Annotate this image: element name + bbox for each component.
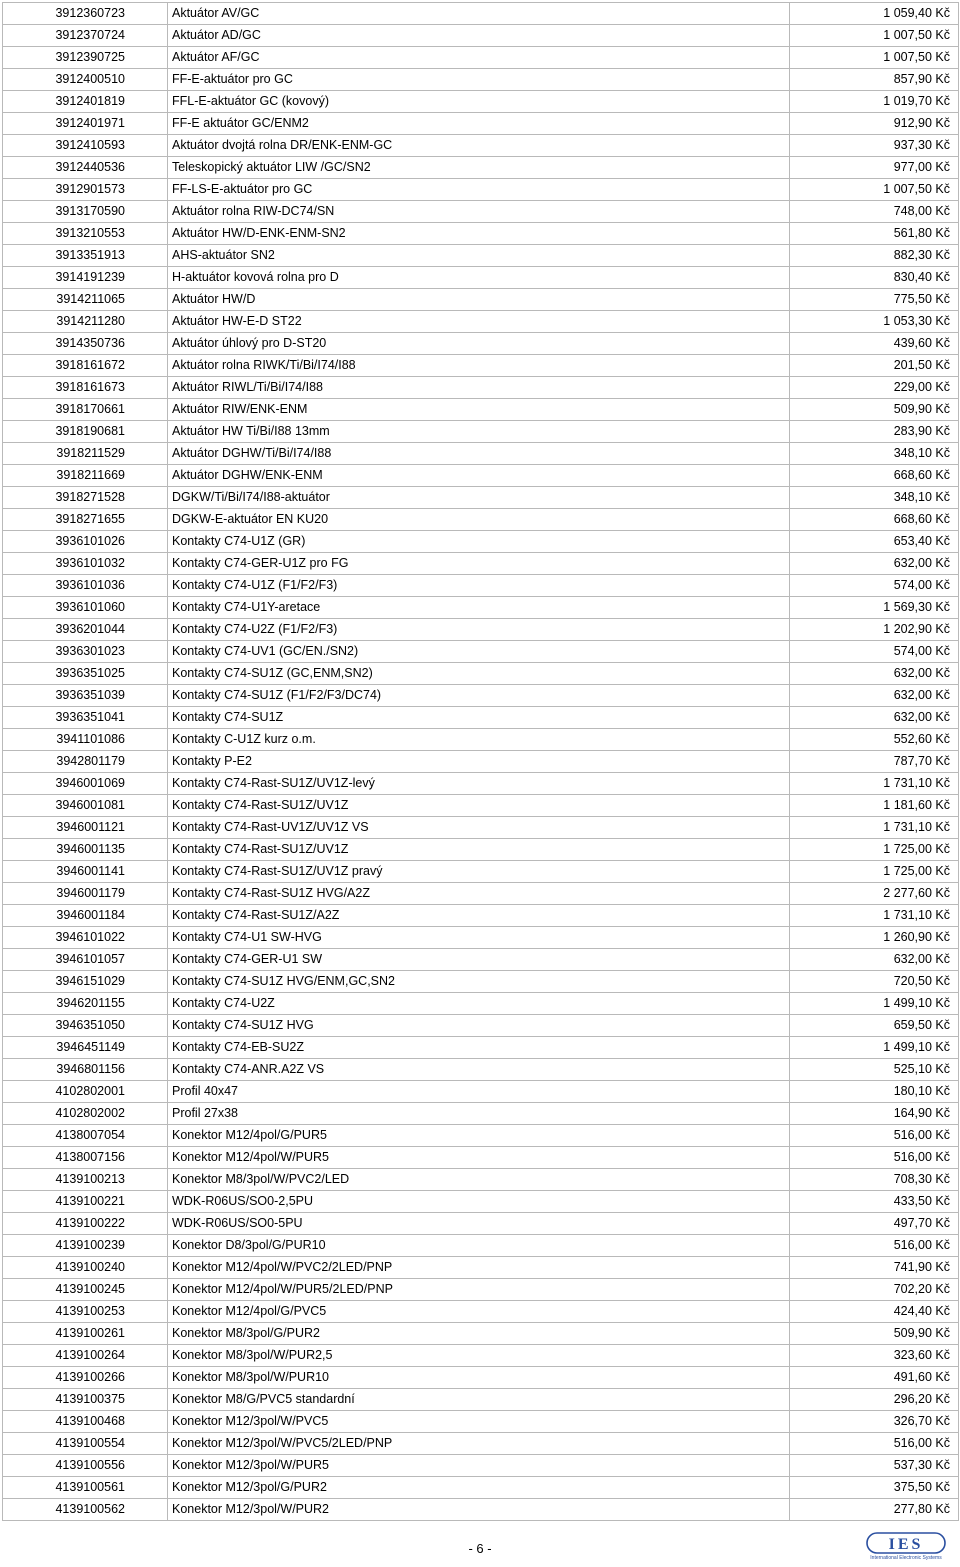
- code-cell: 3912401819: [3, 91, 168, 113]
- price-cell: 787,70 Kč: [790, 751, 959, 773]
- table-row: [3, 729, 959, 751]
- price-cell: 229,00 Kč: [790, 377, 959, 399]
- page-number: - 6 -: [468, 1541, 492, 1556]
- table-row: [3, 1103, 959, 1125]
- name-cell: Kontakty C74-SU1Z: [168, 707, 790, 729]
- price-cell: 857,90 Kč: [790, 69, 959, 91]
- name-cell: Konektor M8/3pol/G/PUR2: [168, 1323, 790, 1345]
- table-row: [3, 1499, 959, 1521]
- price-cell: 632,00 Kč: [790, 707, 959, 729]
- code-cell: 3946001135: [3, 839, 168, 861]
- code-cell: 3912370724: [3, 25, 168, 47]
- name-cell: Aktuátor DGHW/ENK-ENM: [168, 465, 790, 487]
- name-cell: Aktuátor AV/GC: [168, 3, 790, 25]
- price-cell: 509,90 Kč: [790, 399, 959, 421]
- code-cell: 3946001069: [3, 773, 168, 795]
- name-cell: DGKW/Ti/Bi/I74/I88-aktuátor: [168, 487, 790, 509]
- price-cell: 439,60 Kč: [790, 333, 959, 355]
- table-row: [3, 949, 959, 971]
- code-cell: 4139100245: [3, 1279, 168, 1301]
- code-cell: 4139100562: [3, 1499, 168, 1521]
- price-cell: 1 569,30 Kč: [790, 597, 959, 619]
- price-cell: 537,30 Kč: [790, 1455, 959, 1477]
- name-cell: FF-E-aktuátor pro GC: [168, 69, 790, 91]
- svg-text:International Electronic Syste: International Electronic Systems: [870, 1555, 942, 1560]
- price-cell: 702,20 Kč: [790, 1279, 959, 1301]
- code-cell: 3913170590: [3, 201, 168, 223]
- name-cell: Kontakty C74-U1Z (GR): [168, 531, 790, 553]
- code-cell: 3912901573: [3, 179, 168, 201]
- name-cell: Aktuátor úhlový pro D-ST20: [168, 333, 790, 355]
- table-row: [3, 1125, 959, 1147]
- name-cell: Kontakty C74-SU1Z (GC,ENM,SN2): [168, 663, 790, 685]
- table-row: [3, 1323, 959, 1345]
- code-cell: 4138007054: [3, 1125, 168, 1147]
- name-cell: Kontakty C74-U2Z (F1/F2/F3): [168, 619, 790, 641]
- table-row: [3, 1257, 959, 1279]
- price-cell: 1 019,70 Kč: [790, 91, 959, 113]
- table-row: [3, 619, 959, 641]
- code-cell: 3946101022: [3, 927, 168, 949]
- name-cell: Kontakty C74-Rast-SU1Z/A2Z: [168, 905, 790, 927]
- code-cell: 3912390725: [3, 47, 168, 69]
- name-cell: Aktuátor DGHW/Ti/Bi/I74/I88: [168, 443, 790, 465]
- price-cell: 348,10 Kč: [790, 487, 959, 509]
- name-cell: DGKW-E-aktuátor EN KU20: [168, 509, 790, 531]
- name-cell: Kontakty C74-SU1Z HVG: [168, 1015, 790, 1037]
- code-cell: 4139100253: [3, 1301, 168, 1323]
- table-row: [3, 1433, 959, 1455]
- code-cell: 3942801179: [3, 751, 168, 773]
- table-row: [3, 1015, 959, 1037]
- price-cell: 748,00 Kč: [790, 201, 959, 223]
- price-cell: 1 059,40 Kč: [790, 3, 959, 25]
- table-row: [3, 1059, 959, 1081]
- name-cell: WDK-R06US/SO0-2,5PU: [168, 1191, 790, 1213]
- table-row: [3, 597, 959, 619]
- table-row: [3, 465, 959, 487]
- name-cell: Kontakty C74-UV1 (GC/EN./SN2): [168, 641, 790, 663]
- name-cell: Profil 27x38: [168, 1103, 790, 1125]
- price-cell: 668,60 Kč: [790, 509, 959, 531]
- code-cell: 3918190681: [3, 421, 168, 443]
- name-cell: Aktuátor rolna RIWK/Ti/Bi/I74/I88: [168, 355, 790, 377]
- name-cell: Profil 40x47: [168, 1081, 790, 1103]
- table-row: [3, 333, 959, 355]
- code-cell: 3936351025: [3, 663, 168, 685]
- price-cell: 516,00 Kč: [790, 1125, 959, 1147]
- price-cell: 296,20 Kč: [790, 1389, 959, 1411]
- name-cell: Teleskopický aktuátor LIW /GC/SN2: [168, 157, 790, 179]
- name-cell: Aktuátor RIWL/Ti/Bi/I74/I88: [168, 377, 790, 399]
- table-row: [3, 47, 959, 69]
- table-row: [3, 971, 959, 993]
- name-cell: Konektor D8/3pol/G/PUR10: [168, 1235, 790, 1257]
- code-cell: 3946001184: [3, 905, 168, 927]
- name-cell: H-aktuátor kovová rolna pro D: [168, 267, 790, 289]
- price-cell: 1 260,90 Kč: [790, 927, 959, 949]
- price-cell: 2 277,60 Kč: [790, 883, 959, 905]
- code-cell: 3914211280: [3, 311, 168, 333]
- code-cell: 3946801156: [3, 1059, 168, 1081]
- code-cell: 4139100375: [3, 1389, 168, 1411]
- table-row: [3, 223, 959, 245]
- table-row: [3, 993, 959, 1015]
- table-row: [3, 773, 959, 795]
- table-row: [3, 817, 959, 839]
- code-cell: 3913210553: [3, 223, 168, 245]
- table-row: [3, 1147, 959, 1169]
- price-cell: 277,80 Kč: [790, 1499, 959, 1521]
- table-row: [3, 377, 959, 399]
- code-cell: 3912400510: [3, 69, 168, 91]
- table-row: [3, 509, 959, 531]
- code-cell: 4139100556: [3, 1455, 168, 1477]
- price-cell: 741,90 Kč: [790, 1257, 959, 1279]
- name-cell: Konektor M12/4pol/G/PVC5: [168, 1301, 790, 1323]
- table-row: [3, 1301, 959, 1323]
- table-row: [3, 157, 959, 179]
- price-cell: 937,30 Kč: [790, 135, 959, 157]
- name-cell: AHS-aktuátor SN2: [168, 245, 790, 267]
- price-cell: 424,40 Kč: [790, 1301, 959, 1323]
- name-cell: Aktuátor RIW/ENK-ENM: [168, 399, 790, 421]
- name-cell: Kontakty C74-Rast-SU1Z/UV1Z pravý: [168, 861, 790, 883]
- price-cell: 1 731,10 Kč: [790, 905, 959, 927]
- table-row: [3, 1037, 959, 1059]
- price-cell: 497,70 Kč: [790, 1213, 959, 1235]
- code-cell: 3946101057: [3, 949, 168, 971]
- table-row: [3, 927, 959, 949]
- code-cell: 3918211669: [3, 465, 168, 487]
- code-cell: 4139100222: [3, 1213, 168, 1235]
- code-cell: 3946001081: [3, 795, 168, 817]
- name-cell: Kontakty C74-Rast-SU1Z/UV1Z-levý: [168, 773, 790, 795]
- name-cell: Aktuátor rolna RIW-DC74/SN: [168, 201, 790, 223]
- price-cell: 1 731,10 Kč: [790, 817, 959, 839]
- code-cell: 4139100239: [3, 1235, 168, 1257]
- code-cell: 3918161672: [3, 355, 168, 377]
- code-cell: 4139100221: [3, 1191, 168, 1213]
- price-cell: 516,00 Kč: [790, 1147, 959, 1169]
- table-row: [3, 707, 959, 729]
- name-cell: Kontakty C74-Rast-SU1Z/UV1Z: [168, 795, 790, 817]
- code-cell: 3918271655: [3, 509, 168, 531]
- code-cell: 4139100213: [3, 1169, 168, 1191]
- table-row: [3, 1367, 959, 1389]
- table-row: [3, 883, 959, 905]
- price-cell: 912,90 Kč: [790, 113, 959, 135]
- name-cell: Konektor M12/3pol/W/PVC5/2LED/PNP: [168, 1433, 790, 1455]
- table-row: [3, 399, 959, 421]
- price-cell: 348,10 Kč: [790, 443, 959, 465]
- price-cell: 201,50 Kč: [790, 355, 959, 377]
- table-row: [3, 553, 959, 575]
- price-cell: 323,60 Kč: [790, 1345, 959, 1367]
- table-row: [3, 663, 959, 685]
- name-cell: Kontakty C74-U1 SW-HVG: [168, 927, 790, 949]
- name-cell: Aktuátor dvojtá rolna DR/ENK-ENM-GC: [168, 135, 790, 157]
- name-cell: Konektor M12/4pol/W/PUR5: [168, 1147, 790, 1169]
- price-cell: 1 007,50 Kč: [790, 47, 959, 69]
- name-cell: Aktuátor AF/GC: [168, 47, 790, 69]
- name-cell: Konektor M12/3pol/W/PVC5: [168, 1411, 790, 1433]
- code-cell: 4102802002: [3, 1103, 168, 1125]
- name-cell: Konektor M12/3pol/W/PUR5: [168, 1455, 790, 1477]
- code-cell: 4139100240: [3, 1257, 168, 1279]
- code-cell: 3936201044: [3, 619, 168, 641]
- price-table: [2, 2, 959, 1521]
- name-cell: Konektor M12/4pol/G/PUR5: [168, 1125, 790, 1147]
- price-cell: 632,00 Kč: [790, 663, 959, 685]
- table-row: [3, 1455, 959, 1477]
- table-row: [3, 751, 959, 773]
- price-cell: 375,50 Kč: [790, 1477, 959, 1499]
- name-cell: Konektor M8/G/PVC5 standardní: [168, 1389, 790, 1411]
- name-cell: Konektor M12/4pol/W/PUR5/2LED/PNP: [168, 1279, 790, 1301]
- price-cell: 1 007,50 Kč: [790, 179, 959, 201]
- name-cell: Kontakty C74-U1Z (F1/F2/F3): [168, 575, 790, 597]
- code-cell: 3918271528: [3, 487, 168, 509]
- table-row: [3, 201, 959, 223]
- name-cell: Kontakty C74-SU1Z HVG/ENM,GC,SN2: [168, 971, 790, 993]
- price-cell: 552,60 Kč: [790, 729, 959, 751]
- table-row: [3, 267, 959, 289]
- price-cell: 561,80 Kč: [790, 223, 959, 245]
- price-cell: 882,30 Kč: [790, 245, 959, 267]
- price-cell: 1 731,10 Kč: [790, 773, 959, 795]
- name-cell: Konektor M8/3pol/W/PVC2/LED: [168, 1169, 790, 1191]
- code-cell: 3946151029: [3, 971, 168, 993]
- price-cell: 574,00 Kč: [790, 575, 959, 597]
- price-cell: 516,00 Kč: [790, 1235, 959, 1257]
- name-cell: Kontakty C74-SU1Z (F1/F2/F3/DC74): [168, 685, 790, 707]
- table-row: [3, 179, 959, 201]
- table-row: [3, 25, 959, 47]
- code-cell: 4139100561: [3, 1477, 168, 1499]
- table-row: [3, 1081, 959, 1103]
- price-cell: 1 725,00 Kč: [790, 839, 959, 861]
- table-row: [3, 531, 959, 553]
- table-row: [3, 289, 959, 311]
- price-cell: 491,60 Kč: [790, 1367, 959, 1389]
- table-row: [3, 135, 959, 157]
- name-cell: Kontakty C74-Rast-SU1Z HVG/A2Z: [168, 883, 790, 905]
- code-cell: 4102802001: [3, 1081, 168, 1103]
- price-table-body: [3, 3, 959, 1521]
- name-cell: Kontakty C74-Rast-SU1Z/UV1Z: [168, 839, 790, 861]
- name-cell: Kontakty C74-ANR.A2Z VS: [168, 1059, 790, 1081]
- table-row: [3, 3, 959, 25]
- code-cell: 3946451149: [3, 1037, 168, 1059]
- code-cell: 3918161673: [3, 377, 168, 399]
- name-cell: Aktuátor HW/D: [168, 289, 790, 311]
- code-cell: 4138007156: [3, 1147, 168, 1169]
- table-row: [3, 487, 959, 509]
- table-row: [3, 1389, 959, 1411]
- table-row: [3, 861, 959, 883]
- table-row: [3, 575, 959, 597]
- price-cell: 180,10 Kč: [790, 1081, 959, 1103]
- name-cell: Kontakty C74-Rast-UV1Z/UV1Z VS: [168, 817, 790, 839]
- name-cell: Kontakty C74-EB-SU2Z: [168, 1037, 790, 1059]
- name-cell: Kontakty C-U1Z kurz o.m.: [168, 729, 790, 751]
- price-cell: 1 181,60 Kč: [790, 795, 959, 817]
- price-cell: 668,60 Kč: [790, 465, 959, 487]
- price-cell: 708,30 Kč: [790, 1169, 959, 1191]
- code-cell: 3912440536: [3, 157, 168, 179]
- table-row: [3, 1169, 959, 1191]
- table-row: [3, 355, 959, 377]
- name-cell: Kontakty C74-U2Z: [168, 993, 790, 1015]
- name-cell: Kontakty C74-GER-U1 SW: [168, 949, 790, 971]
- company-logo: [866, 1532, 946, 1560]
- code-cell: 3946351050: [3, 1015, 168, 1037]
- name-cell: WDK-R06US/SO0-5PU: [168, 1213, 790, 1235]
- code-cell: 3914191239: [3, 267, 168, 289]
- name-cell: Konektor M8/3pol/W/PUR10: [168, 1367, 790, 1389]
- price-cell: 525,10 Kč: [790, 1059, 959, 1081]
- table-row: [3, 641, 959, 663]
- code-cell: 3936101026: [3, 531, 168, 553]
- price-cell: 516,00 Kč: [790, 1433, 959, 1455]
- table-row: [3, 839, 959, 861]
- table-row: [3, 1345, 959, 1367]
- price-cell: 433,50 Kč: [790, 1191, 959, 1213]
- price-cell: 1 499,10 Kč: [790, 993, 959, 1015]
- table-row: [3, 685, 959, 707]
- name-cell: Kontakty C74-U1Y-aretace: [168, 597, 790, 619]
- table-row: [3, 905, 959, 927]
- code-cell: 3936351041: [3, 707, 168, 729]
- svg-text:IES: IES: [888, 1536, 924, 1553]
- name-cell: Konektor M12/3pol/G/PUR2: [168, 1477, 790, 1499]
- table-row: [3, 421, 959, 443]
- code-cell: 3912410593: [3, 135, 168, 157]
- price-cell: 830,40 Kč: [790, 267, 959, 289]
- table-row: [3, 113, 959, 135]
- code-cell: 3912401971: [3, 113, 168, 135]
- table-row: [3, 1235, 959, 1257]
- code-cell: 3918211529: [3, 443, 168, 465]
- table-row: [3, 69, 959, 91]
- price-cell: 574,00 Kč: [790, 641, 959, 663]
- code-cell: 3912360723: [3, 3, 168, 25]
- code-cell: 3913351913: [3, 245, 168, 267]
- price-cell: 326,70 Kč: [790, 1411, 959, 1433]
- code-cell: 4139100468: [3, 1411, 168, 1433]
- price-cell: 632,00 Kč: [790, 685, 959, 707]
- name-cell: Konektor M8/3pol/W/PUR2,5: [168, 1345, 790, 1367]
- table-row: [3, 311, 959, 333]
- name-cell: Konektor M12/4pol/W/PVC2/2LED/PNP: [168, 1257, 790, 1279]
- code-cell: 3936351039: [3, 685, 168, 707]
- code-cell: 3914350736: [3, 333, 168, 355]
- table-row: [3, 91, 959, 113]
- price-cell: 1 053,30 Kč: [790, 311, 959, 333]
- code-cell: 3914211065: [3, 289, 168, 311]
- table-row: [3, 1191, 959, 1213]
- code-cell: 3936101032: [3, 553, 168, 575]
- table-row: [3, 1477, 959, 1499]
- name-cell: FF-E aktuátor GC/ENM2: [168, 113, 790, 135]
- code-cell: 4139100261: [3, 1323, 168, 1345]
- code-cell: 3936101060: [3, 597, 168, 619]
- table-row: [3, 1213, 959, 1235]
- code-cell: 3946201155: [3, 993, 168, 1015]
- price-cell: 632,00 Kč: [790, 949, 959, 971]
- name-cell: FF-LS-E-aktuátor pro GC: [168, 179, 790, 201]
- code-cell: 3918170661: [3, 399, 168, 421]
- name-cell: Kontakty C74-GER-U1Z pro FG: [168, 553, 790, 575]
- code-cell: 3936101036: [3, 575, 168, 597]
- price-cell: 1 202,90 Kč: [790, 619, 959, 641]
- code-cell: 4139100264: [3, 1345, 168, 1367]
- price-cell: 1 725,00 Kč: [790, 861, 959, 883]
- price-cell: 632,00 Kč: [790, 553, 959, 575]
- price-cell: 509,90 Kč: [790, 1323, 959, 1345]
- table-row: [3, 443, 959, 465]
- code-cell: 3941101086: [3, 729, 168, 751]
- price-cell: 775,50 Kč: [790, 289, 959, 311]
- table-row: [3, 795, 959, 817]
- table-row: [3, 1411, 959, 1433]
- code-cell: 3946001141: [3, 861, 168, 883]
- name-cell: Aktuátor AD/GC: [168, 25, 790, 47]
- code-cell: 4139100266: [3, 1367, 168, 1389]
- name-cell: Aktuátor HW/D-ENK-ENM-SN2: [168, 223, 790, 245]
- name-cell: Aktuátor HW Ti/Bi/I88 13mm: [168, 421, 790, 443]
- name-cell: FFL-E-aktuátor GC (kovový): [168, 91, 790, 113]
- price-cell: 659,50 Kč: [790, 1015, 959, 1037]
- code-cell: 3946001121: [3, 817, 168, 839]
- price-cell: 1 007,50 Kč: [790, 25, 959, 47]
- price-cell: 653,40 Kč: [790, 531, 959, 553]
- price-cell: 1 499,10 Kč: [790, 1037, 959, 1059]
- price-cell: 977,00 Kč: [790, 157, 959, 179]
- table-row: [3, 1279, 959, 1301]
- name-cell: Aktuátor HW-E-D ST22: [168, 311, 790, 333]
- price-cell: 283,90 Kč: [790, 421, 959, 443]
- table-row: [3, 245, 959, 267]
- code-cell: 3946001179: [3, 883, 168, 905]
- price-cell: 720,50 Kč: [790, 971, 959, 993]
- code-cell: 3936301023: [3, 641, 168, 663]
- name-cell: Kontakty P-E2: [168, 751, 790, 773]
- code-cell: 4139100554: [3, 1433, 168, 1455]
- price-cell: 164,90 Kč: [790, 1103, 959, 1125]
- name-cell: Konektor M12/3pol/W/PUR2: [168, 1499, 790, 1521]
